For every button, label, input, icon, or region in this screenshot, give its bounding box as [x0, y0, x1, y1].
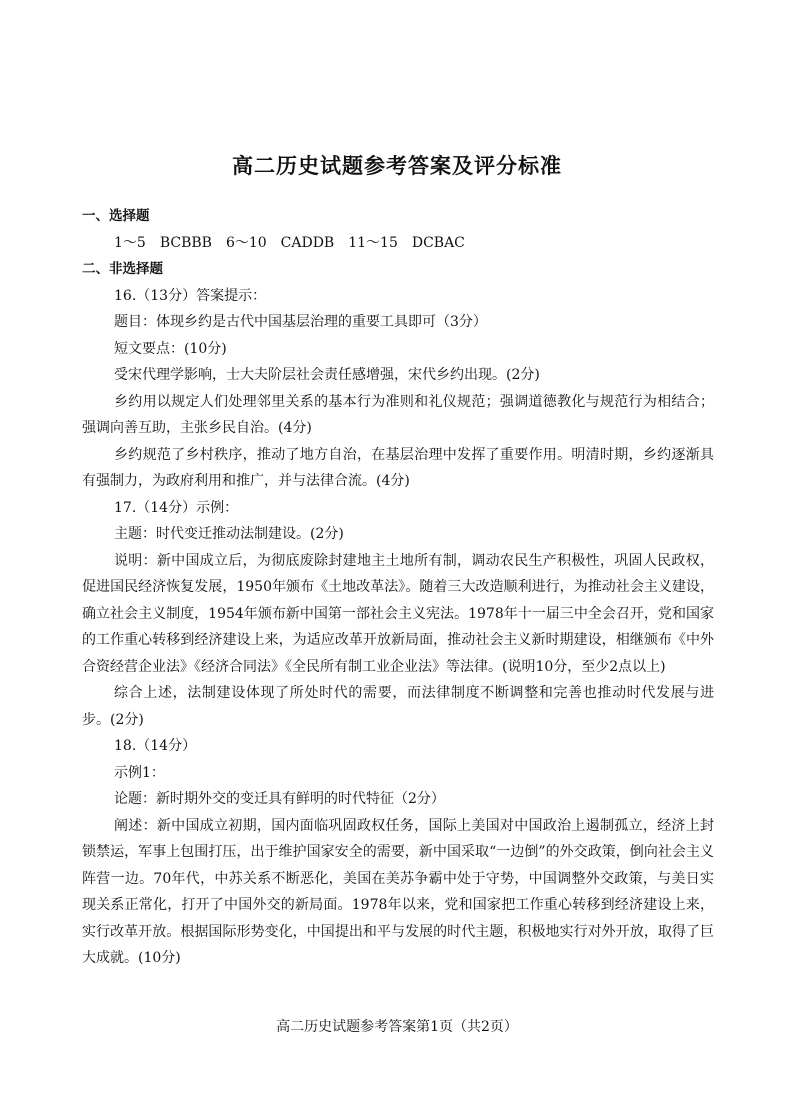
section-heading: 二、非选择题	[82, 261, 163, 277]
page-footer: 高二历史试题参考答案第1页（共2页）	[276, 1019, 518, 1035]
answer-paragraph: 示例1：	[114, 764, 165, 781]
document-title: 高二历史试题参考答案及评分标准	[232, 154, 562, 178]
answer-content	[82, 203, 714, 972]
answer-paragraph: 题目：体现乡约是古代中国基层治理的重要工具即可（3分）	[114, 314, 487, 330]
answer-paragraph: 说明：新中国成立后，为彻底废除封建地主土地所有制，调动农民生产积极性，巩固人民政权，促进国民经济恢复发展，1950年颁布《土地改革法》。随着三大改造顺利进行，为推动社会主义建设，确立社会主义制度，1954年颁布新中国第一部社会主义宪法。1978年十一届三中全会召开，党和国家的工作重心转移到经济建设上来，为适应改革开放新局面，推动社会主义新时期建设，相继颁布《中外合资经营企业法》《经济合同法》《全民所有制工业企业法》等法律。(说明10分，至少2点以上)	[82, 552, 714, 675]
answer-paragraph: 受宋代理学影响，士大夫阶层社会责任感增强，宋代乡约出现。(2分)	[114, 367, 540, 383]
answer-paragraph: 短文要点：(10分)	[114, 340, 227, 357]
answer-paragraph: 乡约规范了乡村秩序，推动了地方自治，在基层治理中发挥了重要作用。明清时期，乡约逐渐具有强制力，为政府利用和推广，并与法律合流。(4分)	[82, 446, 714, 489]
answer-paragraph: 综合上述，法制建设体现了所处时代的需要，而法律制度不断调整和完善也推动时代发展与进步。(2分)	[82, 685, 714, 728]
answer-paragraph: 阐述：新中国成立初期，国内面临巩固政权任务，国际上美国对中国政治上遏制孤立，经济上封锁禁运，军事上包围打压，出于维护国家安全的需要，新中国采取“一边倒”的外交政策，倒向社会主义阵营一边。70年代，中苏关系不断恶化，美国在美苏争霸中处于守势，中国调整外交政策，与美日实现关系正常化，打开了中国外交的新局面。1978年以来，党和国家把工作重心转移到经济建设上来，实行改革开放。根据国际形势变化，中国提出和平与发展的时代主题，积极地实行对外开放，取得了巨大成就。(10分)	[82, 817, 714, 966]
answer-paragraph: 论题：新时期外交的变迁具有鲜明的时代特征（2分）	[114, 791, 445, 807]
answer-paragraph: 17.（14分）示例：	[114, 499, 239, 516]
answer-paragraph: 主题：时代变迁推动法制建设。(2分)	[114, 526, 344, 542]
answer-paragraph: 16.（13分）答案提示：	[114, 287, 267, 304]
section-heading: 一、选择题	[82, 208, 150, 224]
answer-paragraph: 乡约用以规定人们处理邻里关系的基本行为准则和礼仪规范；强调道德教化与规范行为相结合；强调向善互助，主张乡民自治。(4分)	[82, 393, 714, 436]
answer-paragraph: 1～5 BCBBB 6～10 CADDB 11～15 DCBAC	[114, 234, 465, 251]
answer-paragraph: 18.（14分）	[114, 738, 197, 754]
